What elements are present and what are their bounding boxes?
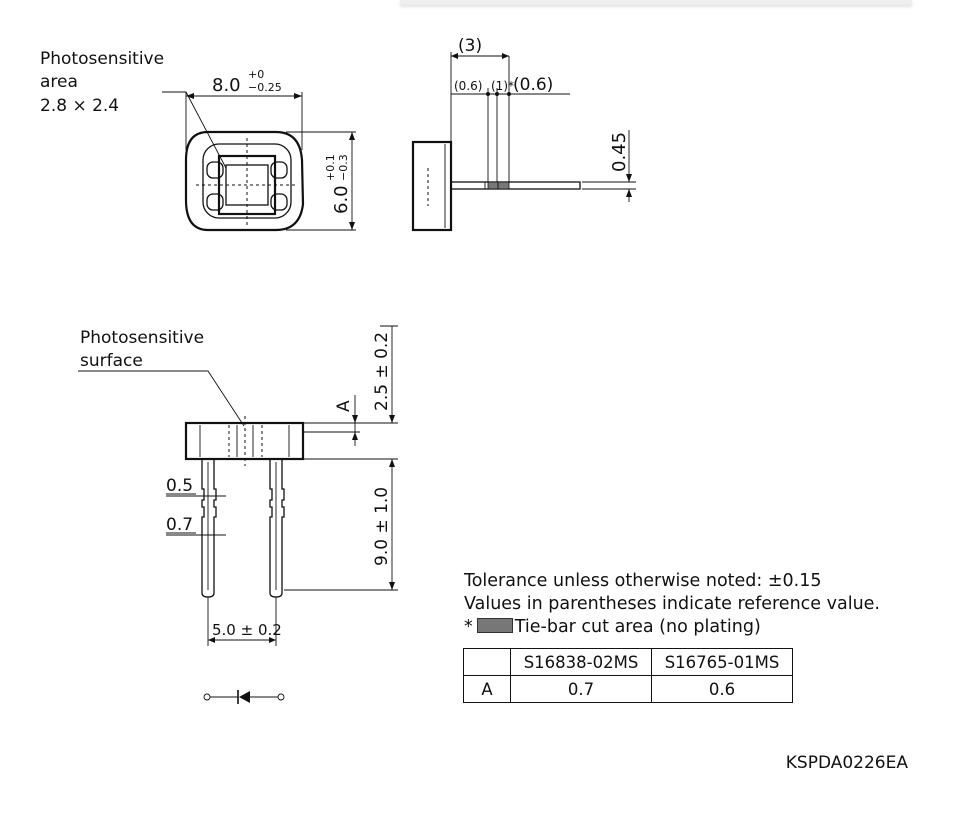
height-arrow-top [349,132,355,140]
dim-dot-1 [486,92,490,96]
tiebar-asterisk: * [464,617,473,637]
reference-note: Values in parentheses indicate reference value. [464,594,880,614]
table-header-cell [464,649,511,676]
lead-window-tl [207,162,223,178]
diode-terminal-right [278,694,284,700]
surface-label-line1: Photosensitive [80,328,205,348]
diode-triangle [239,691,250,703]
dim-a-label: A [334,400,354,412]
tolerance-note: Tolerance unless otherwise noted: ±0.15 [464,571,822,591]
front-view [78,326,398,646]
dim-height-label: 2.5 ± 0.2 [372,331,392,411]
front-lead-right [270,459,284,597]
dim-pitch-label: 5.0 ± 0.2 [212,621,282,639]
total-arrow-r [502,53,509,59]
thk-arrow-bottom [626,189,632,197]
height-dim-tol-upper: +0.1 [324,154,337,181]
side-right-ref: (0.6) [513,75,554,95]
drawing-code: KSPDA0226EA [785,753,908,773]
side-thickness-label: 0.45 [609,131,630,172]
notes-block [464,570,880,639]
lead-window-tr [271,162,287,178]
h9-arrow-top [389,459,395,467]
side-left-ref: (0.6) [454,79,483,93]
side-view [413,36,636,230]
tiebar-swatch [477,618,513,633]
side-total-label: (3) [458,36,483,56]
height-arrow-bottom [349,222,355,230]
lead-window-bl [207,194,223,210]
area-leader [162,92,226,168]
table-cell: 0.7 [511,676,652,703]
table-cell: A [464,676,511,703]
width-dim-tol-upper: +0 [248,68,265,81]
thk-arrow-top [626,174,632,182]
surface-leader [78,371,244,426]
table-header-cell: S16765-01MS [652,649,793,676]
width-dim-value: 8.0 [212,75,241,96]
top-view [40,49,356,230]
table-header-cell: S16838-02MS [511,649,652,676]
height-dim-value: 6.0 [331,185,352,214]
tiebar-note [464,616,880,639]
h25-arrow-bottom [389,415,395,423]
side-mid-ref: (1)* [491,79,514,93]
a-arrow-top [352,415,358,423]
diode-terminal-left [204,694,210,700]
product-table [463,648,793,703]
a-arrow-bottom [352,432,358,440]
photodiode-symbol [204,690,284,704]
total-arrow-l [451,53,458,59]
tiebar-text: Tie-bar cut area (no plating) [514,617,761,637]
tiebar-cut-area [488,182,509,189]
dim-lead-w1-label: 0.5 [166,476,194,496]
width-arrow-right [294,93,302,99]
height-dim-tol-lower: −0.3 [337,154,350,181]
h9-arrow-bottom [389,582,395,590]
area-label-line3: 2.8 × 2.4 [40,96,120,116]
surface-label-line2: surface [80,351,143,371]
front-lead-left [202,459,216,597]
table-row [464,676,793,703]
area-label-line1: Photosensitive [40,49,165,69]
height-dim-text [324,154,352,214]
area-label-line2: area [40,72,78,92]
table-header-row [464,649,793,676]
lead-window-br [271,194,287,210]
dim-lead-w2-label: 0.7 [166,515,194,535]
side-lead [451,182,580,189]
dim-lead-length-label: 9.0 ± 1.0 [372,486,392,566]
width-dim-tol-lower: −0.25 [248,81,282,94]
table-cell: 0.6 [652,676,793,703]
